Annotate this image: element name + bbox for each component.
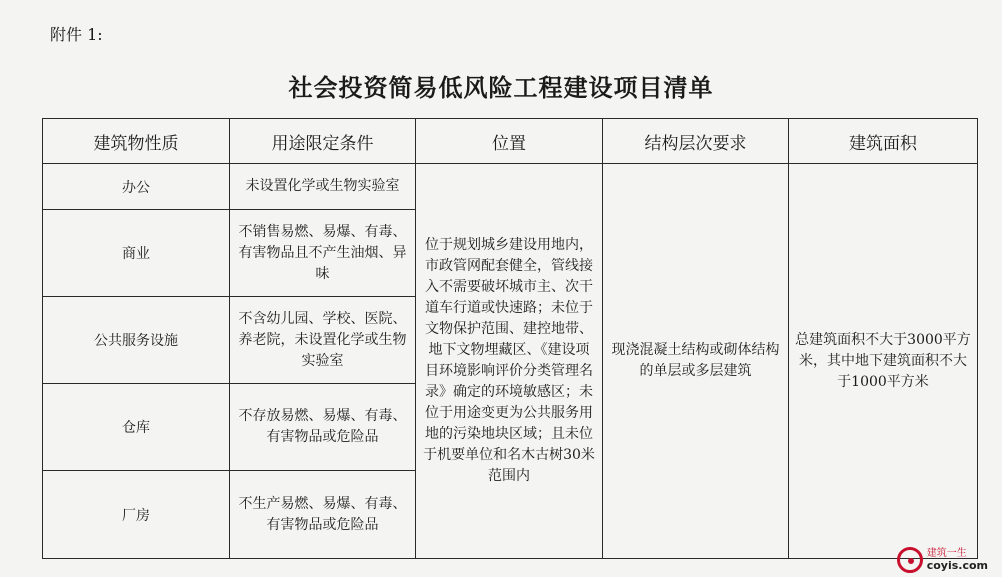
watermark-logo-icon [897, 547, 923, 573]
condition-cell: 未设置化学或生物实验室 [230, 164, 416, 210]
area-cell: 总建筑面积不大于3000平方米，其中地下建筑面积不大于1000平方米 [789, 164, 978, 559]
header-area: 建筑面积 [789, 119, 978, 164]
watermark-name: 建筑一生 [926, 548, 967, 559]
category-cell: 商业 [43, 210, 230, 297]
condition-cell: 不生产易燃、易爆、有毒、有害物品或危险品 [230, 471, 416, 559]
condition-cell: 不含幼儿园、学校、医院、养老院，未设置化学或生物实验室 [230, 297, 416, 384]
table-row [43, 164, 978, 210]
project-list-table [42, 118, 978, 559]
attachment-label: 附件 1: [50, 25, 103, 44]
condition-cell: 不销售易燃、易爆、有毒、有害物品且不产生油烟、异味 [230, 210, 416, 297]
header-structure: 结构层次要求 [603, 119, 789, 164]
category-cell: 公共服务设施 [43, 297, 230, 384]
watermark-url: coyis.com [926, 559, 988, 572]
header-use-condition: 用途限定条件 [230, 119, 416, 164]
structure-cell: 现浇混凝土结构或砌体结构的单层或多层建筑 [603, 164, 789, 559]
condition-cell: 不存放易燃、易爆、有毒、有害物品或危险品 [230, 384, 416, 471]
category-cell: 仓库 [43, 384, 230, 471]
category-cell: 办公 [43, 164, 230, 210]
header-building-nature: 建筑物性质 [43, 119, 230, 164]
header-row [43, 119, 978, 164]
location-cell: 位于规划城乡建设用地内，市政管网配套健全，管线接入不需要破坏城市主、次干道车行道或快速路；未位于文物保护范围、建控地带、地下文物埋藏区、《建设项目环境影响评价分类管理名录》确定的环境敏感区；未位于用途变更为公共服务用地的污染地块区域；且未位于机要单位和名木古树30米范围内 [416, 164, 603, 559]
header-location: 位置 [416, 119, 603, 164]
watermark [897, 547, 988, 573]
category-cell: 厂房 [43, 471, 230, 559]
document-title: 社会投资简易低风险工程建设项目清单 [288, 74, 714, 102]
